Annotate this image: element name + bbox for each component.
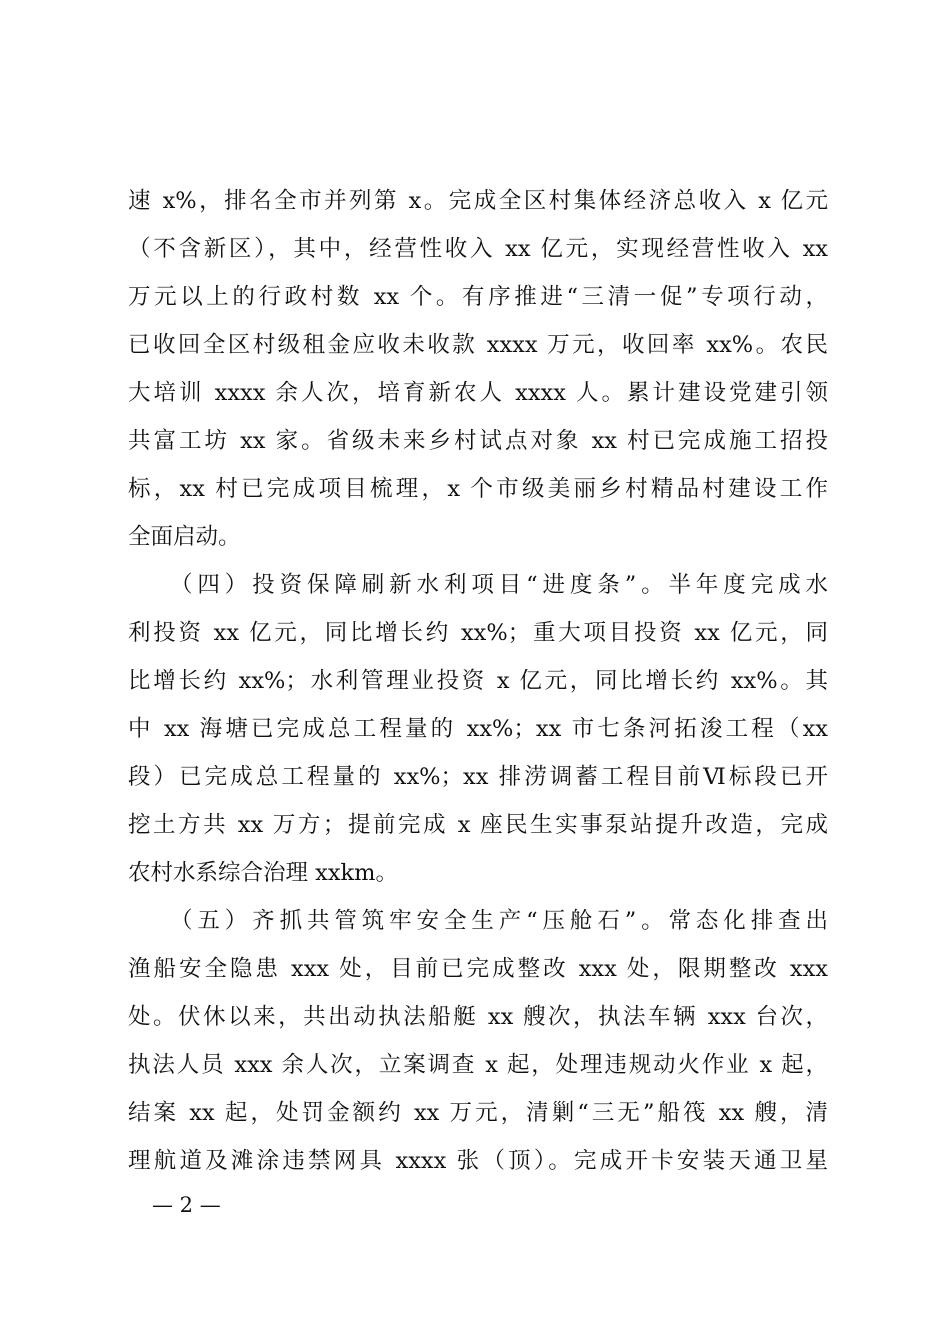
body-line: 理航道及滩涂违禁网具 xxxx 张（顶）。完成开卡安装天通卫星 [128, 1148, 828, 1174]
section-five-heading-line: （五）齐抓共管筑牢安全生产“压舱石”。常态化排查出 [170, 908, 828, 934]
body-line: 农村水系综合治理 xxkm。 [128, 860, 399, 886]
body-line: 大培训 xxxx 余人次，培育新农人 xxxx 人。累计建设党建引领 [128, 380, 828, 406]
body-line: 已收回全区村级租金应收未收款 xxxx 万元，收回率 xx%。农民 [128, 332, 828, 358]
body-line: 渔船安全隐患 xxx 处，目前已完成整改 xxx 处，限期整改 xxx [128, 956, 828, 982]
body-line: 万元以上的行政村数 xx 个。有序推进“三清一促”专项行动， [128, 284, 828, 310]
body-line: 全面启动。 [128, 524, 241, 550]
body-line: 处。伏休以来，共出动执法船艇 xx 艘次，执法车辆 xxx 台次， [128, 1004, 828, 1030]
page-number: — 2 — [152, 1193, 221, 1217]
body-line: 中 xx 海塘已完成总工程量的 xx%；xx 市七条河拓浚工程（xx [128, 716, 828, 742]
section-four-heading-line: （四）投资保障刷新水利项目“进度条”。半年度完成水 [170, 572, 828, 598]
body-line: 挖土方共 xx 万方；提前完成 x 座民生实事泵站提升改造，完成 [128, 812, 828, 838]
body-line: 速 x%，排名全市并列第 x。完成全区村集体经济总收入 x 亿元 [128, 188, 828, 214]
body-line: 共富工坊 xx 家。省级未来乡村试点对象 xx 村已完成施工招投 [128, 428, 828, 454]
body-line: 比增长约 xx%；水利管理业投资 x 亿元，同比增长约 xx%。其 [128, 668, 828, 694]
body-line: 标，xx 村已完成项目梳理，x 个市级美丽乡村精品村建设工作 [128, 476, 828, 502]
body-line: 段）已完成总工程量的 xx%；xx 排涝调蓄工程目前Ⅵ标段已开 [128, 764, 828, 790]
body-line: 结案 xx 起，处罚金额约 xx 万元，清剿“三无”船筏 xx 艘，清 [128, 1100, 828, 1126]
body-line: （不含新区），其中，经营性收入 xx 亿元，实现经营性收入 xx [128, 236, 828, 262]
body-line: 利投资 xx 亿元，同比增长约 xx%；重大项目投资 xx 亿元，同 [128, 620, 828, 646]
body-line: 执法人员 xxx 余人次，立案调查 x 起，处理违规动火作业 x 起， [128, 1052, 828, 1078]
